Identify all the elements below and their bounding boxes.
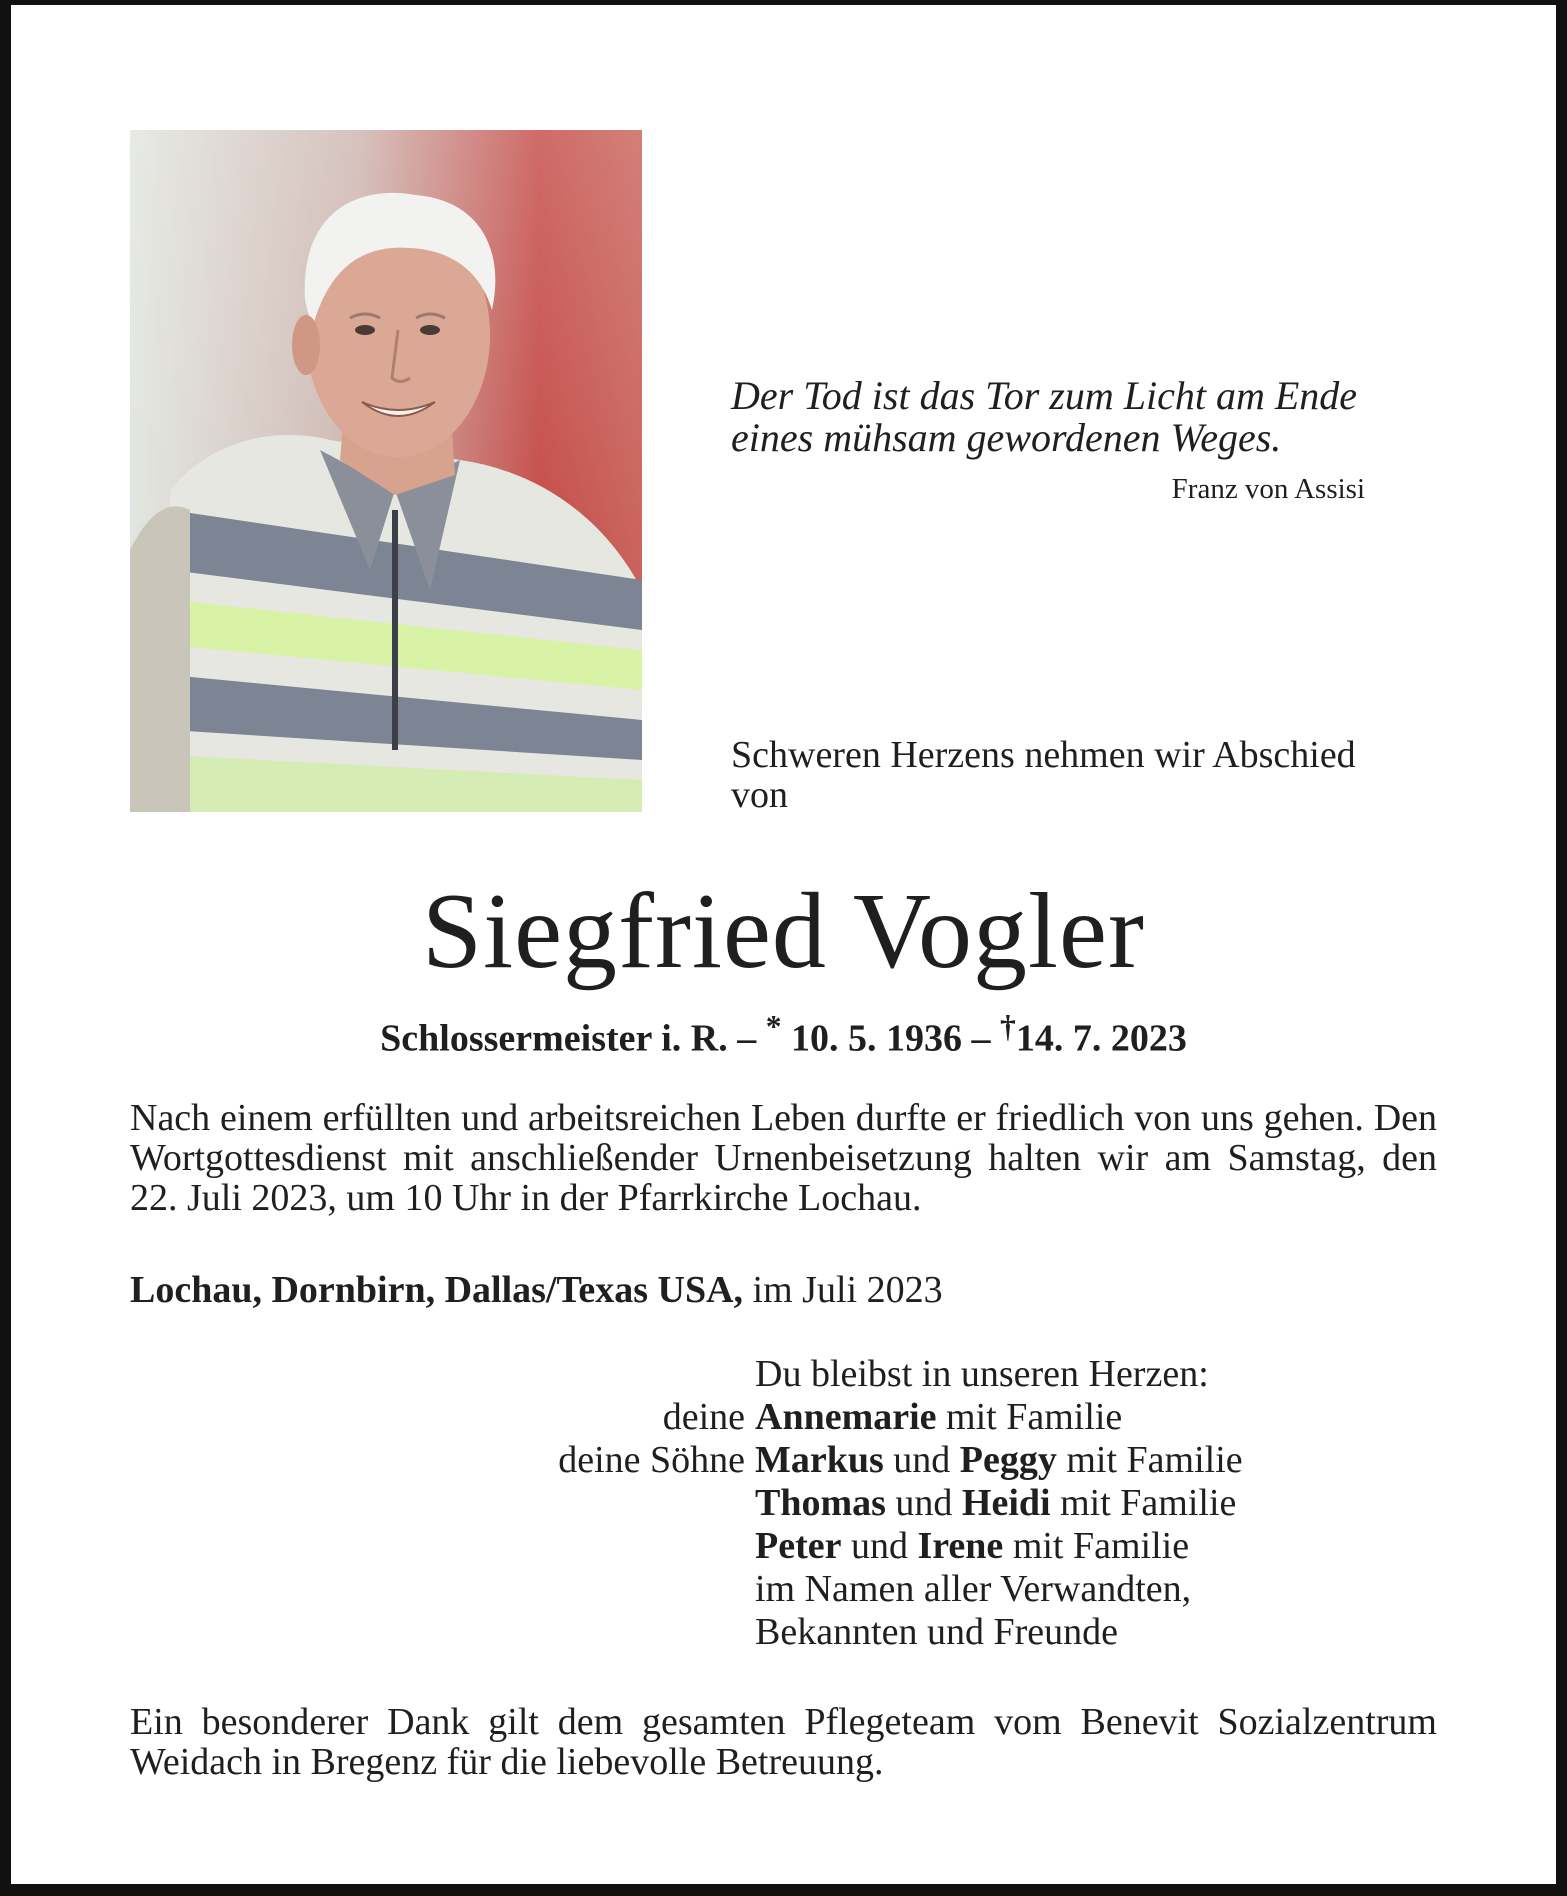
family-closing: im Namen aller Verwandten, (755, 1568, 1192, 1610)
birth-symbol: * (765, 1009, 782, 1044)
family-name: Thomas (755, 1482, 886, 1524)
family-row (400, 1439, 1460, 1482)
family-list (400, 1353, 1460, 1654)
places: Lochau, Dornbirn, Dallas/Texas USA, (130, 1269, 744, 1311)
place-date (130, 1268, 943, 1312)
quote (731, 375, 1357, 459)
thanks-paragraph: Ein besonderer Dank gilt dem gesamten Pflegeteam vom Benevit Sozialzentrum Weidach in Bregenz für die liebevolle Betreuung. (130, 1701, 1437, 1783)
intro-line: Schweren Herzens nehmen wir Abschied (731, 734, 1356, 776)
family-closing-row (400, 1568, 1460, 1611)
death-date: 14. 7. 2023 (1015, 1017, 1187, 1060)
family-heading-row (400, 1353, 1460, 1396)
funeral-notice-paragraph: Nach einem erfüllten und arbeitsreichen Leben durfte er friedlich von uns gehen. Den Wortgottesdienst mit anschließender Urnenbeisetzung halten wir am Samstag, den 22. Juli 2023, um 10 Uhr in der Pfarrkirche Lochau. (130, 1097, 1437, 1219)
family-heading: Du bleibst in unseren Herzen: (755, 1353, 1209, 1395)
family-join: und (841, 1525, 918, 1567)
life-dates (0, 1005, 1567, 1061)
family-name: Irene (917, 1525, 1004, 1567)
family-closing: Bekannten und Freunde (755, 1611, 1119, 1653)
family-name: Peter (755, 1525, 842, 1567)
family-join: und (885, 1482, 962, 1524)
portrait-photo (130, 130, 642, 812)
family-name: Heidi (961, 1482, 1051, 1524)
intro-line: von (731, 774, 788, 816)
birth-date: 10. 5. 1936 (781, 1017, 963, 1060)
deceased-name: Siegfried Vogler (422, 872, 1145, 991)
family-join: und (883, 1439, 960, 1481)
quote-author: Franz von Assisi (1171, 473, 1365, 505)
family-name: Markus (755, 1439, 884, 1481)
family-label: deine (662, 1396, 745, 1438)
intro-text (731, 735, 1451, 815)
death-symbol: † (1000, 1009, 1016, 1044)
date: im Juli 2023 (743, 1269, 943, 1311)
family-row (400, 1525, 1460, 1568)
family-suffix: mit Familie (1050, 1482, 1237, 1524)
family-closing-row (400, 1611, 1460, 1654)
family-suffix: mit Familie (936, 1396, 1123, 1438)
family-row (400, 1396, 1460, 1439)
family-suffix: mit Familie (1056, 1439, 1243, 1481)
separator: – (962, 1017, 1001, 1060)
quote-line: Der Tod ist das Tor zum Licht am Ende (731, 373, 1358, 418)
family-suffix: mit Familie (1003, 1525, 1190, 1567)
family-label: deine Söhne (558, 1439, 745, 1481)
family-name: Peggy (959, 1439, 1057, 1481)
family-label (400, 1482, 755, 1525)
family-row (400, 1482, 1460, 1525)
quote-line: eines mühsam gewordenen Weges. (731, 415, 1282, 460)
family-name: Annemarie (755, 1396, 937, 1438)
occupation: Schlossermeister i. R. (380, 1017, 728, 1060)
separator: – (727, 1017, 766, 1060)
family-label (400, 1525, 755, 1568)
